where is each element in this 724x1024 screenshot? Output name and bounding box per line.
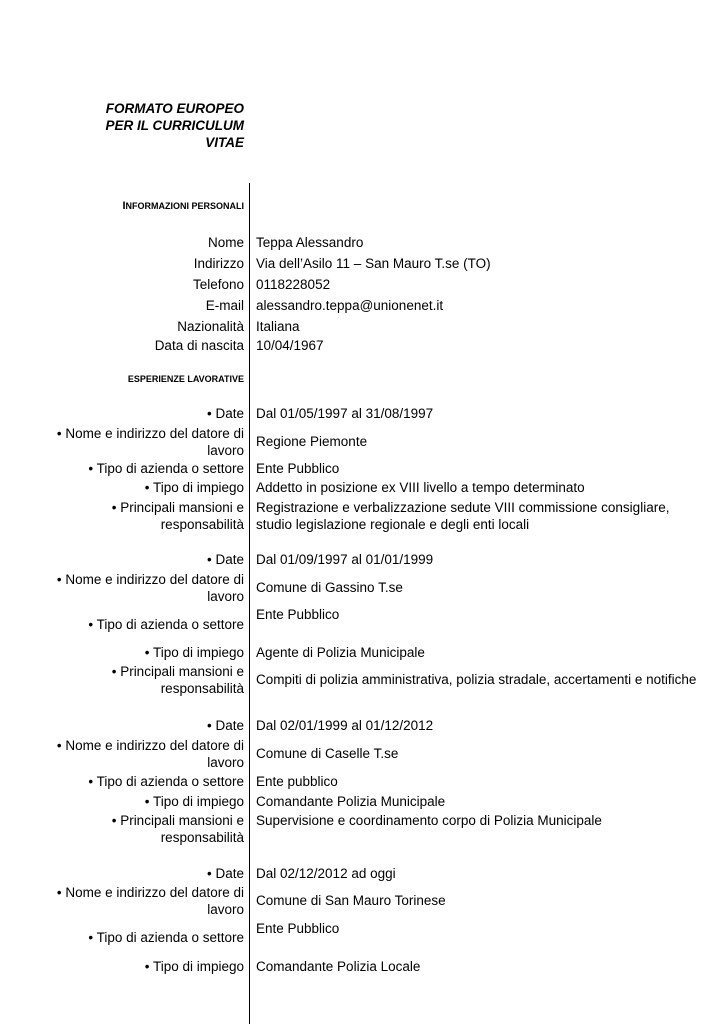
label-name: Nome: [207, 235, 244, 250]
value-address: Via dell’Asilo 11 – San Mauro T.se (TO): [256, 256, 491, 271]
value-birthdate: 10/04/1967: [256, 338, 324, 353]
value-duties: Compiti di polizia amministrativa, polizia stradale, accertamenti e notifiche: [256, 672, 697, 687]
bullet: •: [111, 500, 117, 515]
section-rest: NFORMAZIONI PERSONALI: [125, 201, 244, 211]
value-job-type: Addetto in posizione ex VIII livello a tempo determinato: [256, 480, 585, 495]
label-company-type: • Tipo di azienda o settore: [88, 461, 244, 476]
label-duties: • Principali mansioni e responsabilità: [111, 813, 244, 845]
value-duties: Registrazione e verbalizzazione sedute VIII commissione consigliare, studio legislazione regionale e degli enti locali: [256, 500, 670, 532]
value-company-type: Ente Pubblico: [256, 461, 340, 476]
bullet: •: [56, 738, 62, 753]
value-email[interactable]: alessandro.teppa@unionenet.it: [256, 298, 444, 313]
value-job-type: Comandante Polizia Locale: [256, 959, 421, 974]
value-date: Dal 02/12/2012 ad oggi: [256, 866, 396, 881]
label-employer: • Nome e indirizzo del datore di lavoro: [56, 426, 244, 458]
value-company-type: Ente pubblico: [256, 774, 338, 789]
bullet: •: [144, 645, 150, 660]
bullet: •: [206, 552, 212, 567]
column-divider: [249, 183, 250, 1024]
value-duties: Supervisione e coordinamento corpo di Polizia Municipale: [256, 813, 602, 828]
value-phone: 0118228052: [256, 277, 331, 292]
label-date: • Date: [206, 406, 244, 421]
label-nationality: Nazionalità: [177, 319, 244, 334]
value-date: Dal 02/01/1999 al 01/12/2012: [256, 718, 434, 733]
value-employer: Comune di Gassino T.se: [256, 580, 403, 595]
bullet: •: [144, 959, 150, 974]
value-employer: Comune di San Mauro Torinese: [256, 893, 446, 908]
value-nationality: Italiana: [256, 319, 300, 334]
bullet: •: [88, 617, 94, 632]
label-job-type: • Tipo di impiego: [144, 794, 244, 809]
value-job-type: Comandante Polizia Municipale: [256, 794, 446, 809]
label-date: • Date: [206, 866, 244, 881]
title-line: FORMATO EUROPEO: [105, 101, 244, 116]
label-company-type: • Tipo di azienda o settore: [88, 774, 244, 789]
bullet: •: [111, 664, 117, 679]
label-email: E-mail: [205, 298, 244, 313]
label-company-type: • Tipo di azienda o settore: [88, 617, 244, 632]
bullet: •: [206, 866, 212, 881]
label-employer: • Nome e indirizzo del datore di lavoro: [56, 885, 244, 917]
section-personal-info: [122, 200, 244, 212]
section-initial: I: [122, 200, 126, 212]
section-work-experience: ESPERIENZE LAVORATIVE: [127, 374, 244, 384]
bullet: •: [88, 461, 94, 476]
label-duties: • Principali mansioni e responsabilità: [111, 500, 244, 532]
title-line: VITAE: [205, 135, 244, 150]
label-job-type: • Tipo di impiego: [144, 645, 244, 660]
value-company-type: Ente Pubblico: [256, 921, 340, 936]
label-employer: • Nome e indirizzo del datore di lavoro: [56, 572, 244, 604]
bullet: •: [206, 406, 212, 421]
title-line: PER IL CURRICULUM: [105, 118, 244, 133]
value-company-type: Ente Pubblico: [256, 607, 340, 622]
label-date: • Date: [206, 552, 244, 567]
bullet: •: [144, 794, 150, 809]
value-name: Teppa Alessandro: [256, 235, 364, 250]
bullet: •: [56, 572, 62, 587]
label-duties: • Principali mansioni e responsabilità: [111, 664, 244, 696]
bullet: •: [56, 426, 62, 441]
bullet: •: [144, 480, 150, 495]
bullet: •: [111, 813, 117, 828]
label-job-type: • Tipo di impiego: [144, 959, 244, 974]
label-phone: Telefono: [192, 277, 244, 292]
bullet: •: [88, 774, 94, 789]
label-company-type: • Tipo di azienda o settore: [88, 930, 244, 945]
value-employer: Regione Piemonte: [256, 434, 368, 449]
label-date: • Date: [206, 718, 244, 733]
value-date: Dal 01/09/1997 al 01/01/1999: [256, 552, 434, 567]
value-job-type: Agente di Polizia Municipale: [256, 645, 425, 660]
label-job-type: • Tipo di impiego: [144, 480, 244, 495]
label-employer: • Nome e indirizzo del datore di lavoro: [56, 738, 244, 770]
label-birthdate: Data di nascita: [154, 338, 244, 353]
label-address: Indirizzo: [193, 256, 244, 271]
value-date: Dal 01/05/1997 al 31/08/1997: [256, 406, 434, 421]
cv-title: [105, 100, 244, 151]
bullet: •: [206, 718, 212, 733]
bullet: •: [56, 885, 62, 900]
value-employer: Comune di Caselle T.se: [256, 746, 399, 761]
bullet: •: [88, 930, 94, 945]
